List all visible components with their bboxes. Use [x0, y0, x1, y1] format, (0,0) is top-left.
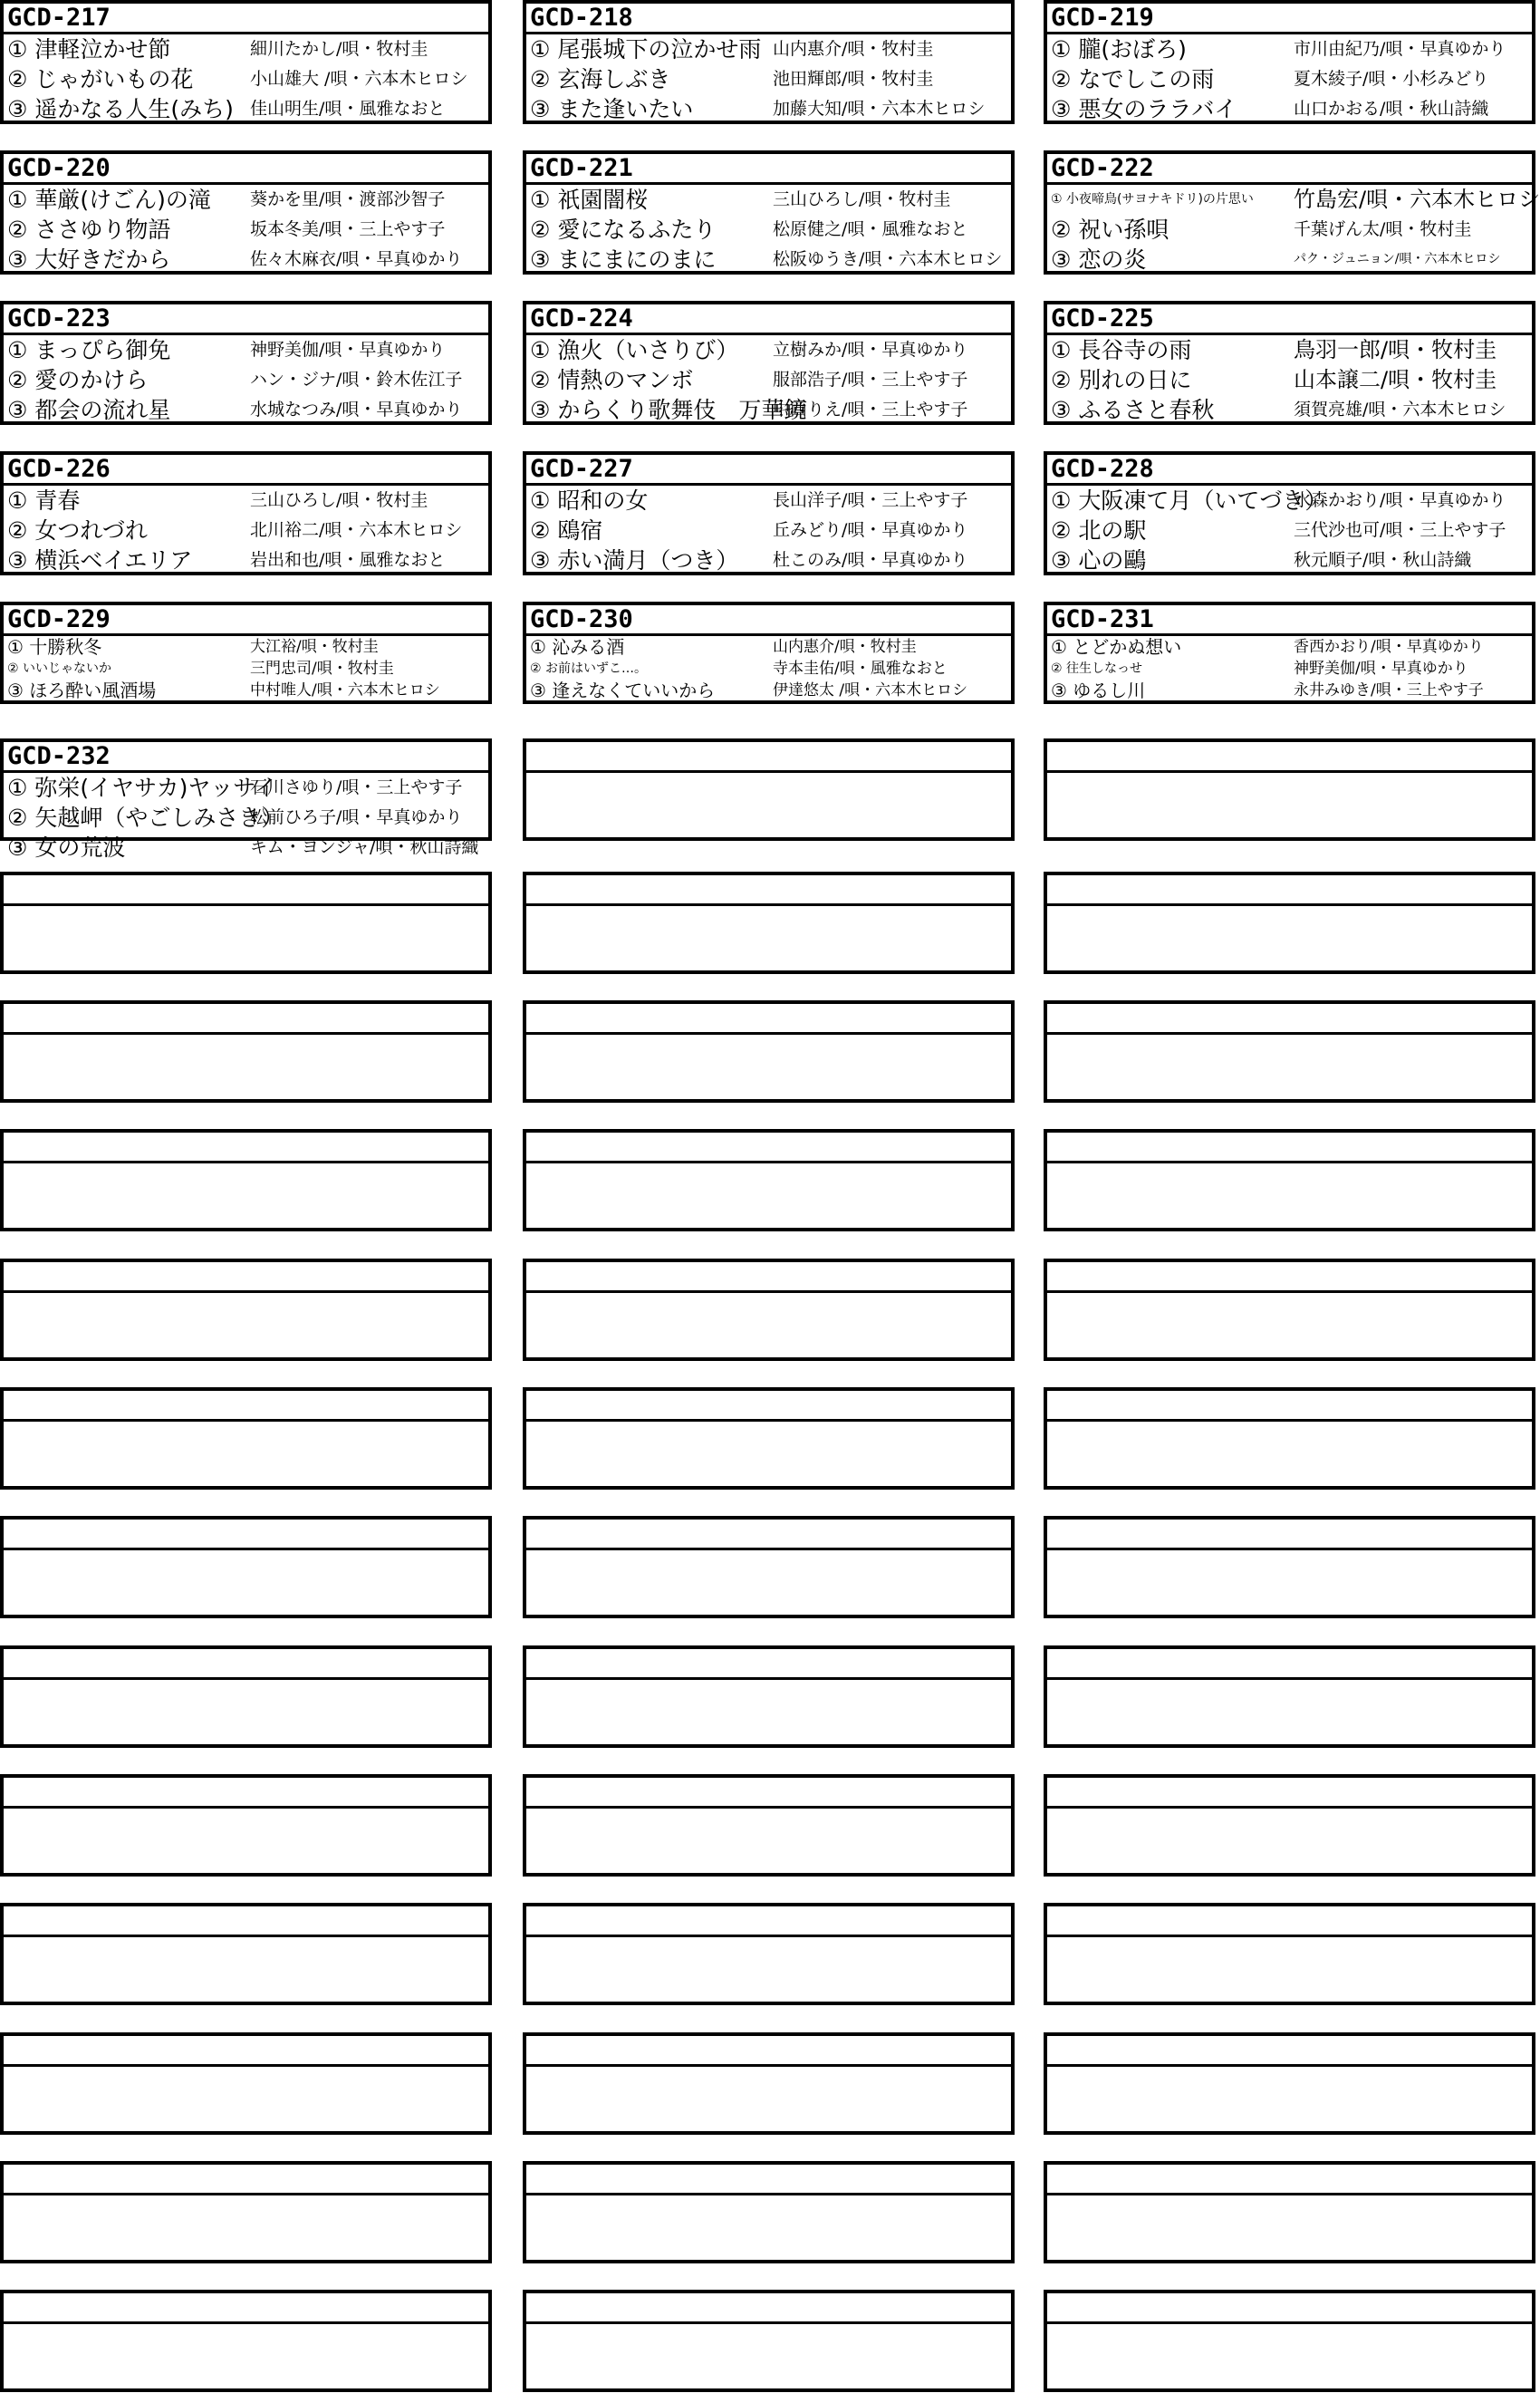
track-row: [526, 680, 1011, 701]
cd-label-card: [0, 301, 492, 425]
track-artist: 丘みどり/唄・早真ゆかり: [773, 520, 968, 540]
track-artist: 須賀亮雄/唄・六本木ヒロシ: [1294, 400, 1506, 420]
track-row: [526, 486, 1011, 516]
cd-catalog-number: GCD-219: [1047, 4, 1532, 34]
blank-label-card: [1044, 872, 1535, 974]
track-artist: 山口かおる/唄・秋山詩織: [1294, 99, 1489, 119]
track-row: [4, 773, 488, 803]
track-title: ① 津軽泣かせ節: [7, 36, 171, 63]
track-row: [4, 215, 488, 245]
blank-label-card: [523, 1774, 1015, 1877]
blank-label-header: [1047, 1906, 1532, 1937]
track-row: [4, 335, 488, 365]
track-title: ① 青春: [7, 487, 81, 514]
blank-label-header: [4, 1649, 488, 1680]
blank-label-header: [526, 1906, 1011, 1937]
track-row: [4, 395, 488, 425]
blank-label-header: [526, 1262, 1011, 1293]
blank-label-card: [1044, 1645, 1535, 1748]
track-row: [1047, 215, 1532, 245]
track-row: [4, 245, 488, 275]
track-row: [4, 636, 488, 658]
cd-catalog-number: GCD-227: [526, 455, 1011, 486]
blank-label-header: [1047, 1778, 1532, 1809]
track-artist: 北川裕二/唄・六本木ヒロシ: [250, 520, 463, 540]
track-title: ① 弥栄(イヤサカ)ヤッサイ: [7, 775, 277, 801]
blank-label-card: [523, 2032, 1015, 2135]
track-title: ② お前はいずこ…。: [530, 661, 648, 676]
track-title: ① 昭和の女: [530, 487, 649, 514]
track-artist: 神野美伽/唄・早真ゆかり: [250, 340, 446, 360]
track-title: ① 長谷寺の雨: [1051, 337, 1192, 363]
cd-catalog-number: GCD-217: [4, 4, 488, 34]
blank-label-header: [4, 2165, 488, 2195]
track-title: ③ 悪女のララバイ: [1051, 96, 1237, 122]
cd-label-card: [0, 0, 492, 124]
blank-label-card: [0, 1645, 492, 1748]
track-artist: 石川さゆり/唄・三上やす子: [250, 777, 463, 797]
blank-label-header: [1047, 1391, 1532, 1422]
cd-label-card: [0, 738, 492, 861]
track-row: [1047, 395, 1532, 425]
cd-catalog-number: GCD-218: [526, 4, 1011, 34]
blank-label-header: [526, 1520, 1011, 1550]
track-artist: 山内惠介/唄・牧村圭: [773, 39, 934, 59]
cd-catalog-number: GCD-225: [1047, 304, 1532, 335]
track-title: ③ 逢えなくていいから: [530, 680, 716, 701]
track-artist: 立樹みか/唄・早真ゆかり: [773, 340, 968, 360]
blank-label-card: [0, 2161, 492, 2263]
track-row: [1047, 658, 1532, 680]
track-title: ② 往生しなっせ: [1051, 661, 1143, 676]
track-artist: 水城なつみ/唄・早真ゆかり: [250, 400, 463, 420]
blank-label-header: [4, 1778, 488, 1809]
cd-catalog-number: GCD-220: [4, 154, 488, 185]
track-title: ③ 都会の流れ星: [7, 397, 171, 423]
track-artist: ハン・ジナ/唄・鈴木佐江子: [250, 370, 463, 390]
track-row: [4, 680, 488, 701]
track-artist: 三山ひろし/唄・牧村圭: [773, 189, 951, 209]
cd-label-card: [523, 451, 1015, 575]
blank-label-header: [1047, 742, 1532, 773]
track-title: ② ささゆり物語: [7, 217, 171, 243]
blank-label-header: [4, 1004, 488, 1035]
blank-label-header: [526, 2165, 1011, 2195]
track-artist: 三代沙也可/唄・三上やす子: [1294, 520, 1506, 540]
track-artist: 長山洋子/唄・三上やす子: [773, 490, 968, 510]
track-row: [4, 185, 488, 215]
track-row: [1047, 680, 1532, 701]
cd-catalog-number: GCD-222: [1047, 154, 1532, 185]
cd-label-card: [1044, 150, 1540, 275]
cd-catalog-number: GCD-228: [1047, 455, 1532, 486]
blank-label-card: [1044, 738, 1535, 841]
blank-label-card: [523, 1000, 1015, 1103]
blank-label-card: [523, 1903, 1015, 2005]
track-title: ③ 赤い満月（つき）: [530, 547, 739, 574]
blank-label-card: [1044, 1387, 1535, 1490]
blank-label-card: [523, 2290, 1015, 2392]
track-title: ③ からくり歌舞伎 万華鏡: [530, 397, 807, 423]
track-artist: 香西かおり/唄・早真ゆかり: [1294, 638, 1484, 656]
track-row: [4, 658, 488, 680]
blank-label-header: [4, 1391, 488, 1422]
blank-label-header: [4, 875, 488, 906]
blank-label-card: [523, 1387, 1015, 1490]
cd-catalog-number: GCD-223: [4, 304, 488, 335]
track-row: [1047, 64, 1532, 94]
track-artist: 山内惠介/唄・牧村圭: [773, 638, 917, 656]
track-title: ② 情熱のマンボ: [530, 367, 694, 393]
track-artist: 神野美伽/唄・早真ゆかり: [1294, 660, 1468, 678]
blank-label-card: [0, 1387, 492, 1490]
track-row: [526, 395, 1011, 425]
blank-label-header: [1047, 1649, 1532, 1680]
blank-label-card: [0, 1259, 492, 1361]
blank-label-header: [1047, 2293, 1532, 2324]
track-artist: 杜このみ/唄・早真ゆかり: [773, 550, 968, 570]
track-artist: キム・ヨンジャ/唄・秋山詩織: [250, 837, 479, 857]
blank-label-card: [0, 1774, 492, 1877]
track-artist: 市川由紀乃/唄・早真ゆかり: [1294, 39, 1506, 59]
blank-label-header: [1047, 1133, 1532, 1163]
track-row: [4, 34, 488, 64]
track-row: [1047, 365, 1532, 395]
track-row: [1047, 245, 1532, 275]
track-row: [1047, 516, 1532, 545]
blank-label-header: [526, 1649, 1011, 1680]
track-row: [526, 245, 1011, 275]
cd-catalog-number: GCD-226: [4, 455, 488, 486]
cd-label-card: [0, 451, 492, 575]
track-title: ③ 遥かなる人生(みち): [7, 96, 234, 122]
track-row: [526, 516, 1011, 545]
track-row: [1047, 335, 1532, 365]
track-title: ③ 大好きだから: [7, 246, 171, 273]
track-title: ① 大阪凍て月（いてづき）: [1051, 487, 1328, 514]
track-artist: 葵かを里/唄・渡部沙智子: [250, 189, 446, 209]
track-artist: 岩出和也/唄・風雅なおと: [250, 550, 446, 570]
blank-label-card: [1044, 2161, 1535, 2263]
blank-label-card: [523, 872, 1015, 974]
cd-catalog-number: GCD-231: [1047, 605, 1532, 636]
track-row: [526, 185, 1011, 215]
blank-label-card: [523, 2161, 1015, 2263]
track-artist: 中西りえ/唄・三上やす子: [773, 400, 968, 420]
track-row: [1047, 545, 1532, 575]
track-artist: 坂本冬美/唄・三上やす子: [250, 219, 446, 239]
blank-label-header: [4, 1906, 488, 1937]
track-title: ③ まにまにのまに: [530, 246, 717, 273]
track-artist: 細川たかし/唄・牧村圭: [250, 39, 428, 59]
blank-label-header: [526, 875, 1011, 906]
track-title: ① 沁みる酒: [530, 636, 625, 658]
track-row: [1047, 34, 1532, 64]
track-row: [4, 94, 488, 124]
track-title: ② 愛になるふたり: [530, 217, 717, 243]
track-title: ① 朧(おぼろ): [1051, 36, 1187, 63]
track-title: ③ 女の荒波: [7, 835, 126, 861]
blank-label-card: [523, 1129, 1015, 1231]
cd-catalog-number: GCD-230: [526, 605, 1011, 636]
blank-label-card: [1044, 2032, 1535, 2135]
track-artist: 佐々木麻衣/唄・早真ゆかり: [250, 249, 463, 269]
track-artist: 服部浩子/唄・三上やす子: [773, 370, 968, 390]
cd-label-card: [523, 0, 1015, 124]
track-row: [526, 64, 1011, 94]
blank-label-card: [523, 738, 1015, 841]
blank-label-header: [526, 1133, 1011, 1163]
track-title: ① 漁火（いさりび）: [530, 337, 739, 363]
track-row: [1047, 486, 1532, 516]
track-artist: 竹島宏/唄・六本木ヒロシ: [1294, 187, 1540, 212]
track-row: [526, 658, 1011, 680]
cd-label-card: [0, 602, 492, 704]
blank-label-header: [526, 1778, 1011, 1809]
blank-label-header: [526, 1391, 1011, 1422]
track-artist: 寺本圭佑/唄・風雅なおと: [773, 660, 948, 678]
track-title: ② 愛のかけら: [7, 367, 149, 393]
track-artist: 三門忠司/唄・牧村圭: [250, 660, 394, 678]
track-title: ② いいじゃないか: [7, 661, 112, 676]
track-artist: 三山ひろし/唄・牧村圭: [250, 490, 428, 510]
track-row: [526, 636, 1011, 658]
blank-label-card: [0, 1000, 492, 1103]
track-artist: 松原健之/唄・風雅なおと: [773, 219, 968, 239]
track-title: ③ ゆるし川: [1051, 680, 1146, 701]
track-title: ② 鴎宿: [530, 517, 603, 544]
blank-label-card: [1044, 1774, 1535, 1877]
track-title: ① 小夜啼鳥(サヨナキドリ)の片思い: [1051, 192, 1254, 207]
cd-label-card: [1044, 301, 1535, 425]
blank-label-header: [4, 2036, 488, 2067]
track-row: [4, 833, 488, 863]
track-row: [1047, 94, 1532, 124]
track-row: [1047, 185, 1540, 215]
track-title: ② なでしこの雨: [1051, 66, 1215, 92]
track-title: ③ 恋の炎: [1051, 246, 1147, 273]
track-title: ③ また逢いたい: [530, 96, 694, 122]
blank-label-card: [0, 1903, 492, 2005]
track-title: ① 華厳(けごん)の滝: [7, 187, 211, 213]
cd-label-card: [0, 150, 492, 275]
cd-label-card: [523, 602, 1015, 704]
track-artist: 鳥羽一郎/唄・牧村圭: [1294, 337, 1497, 362]
track-row: [526, 94, 1011, 124]
blank-label-header: [4, 1262, 488, 1293]
track-row: [4, 803, 488, 833]
blank-label-header: [526, 742, 1011, 773]
track-row: [526, 545, 1011, 575]
track-artist: 松前ひろ子/唄・早真ゆかり: [250, 807, 463, 827]
track-artist: 夏木綾子/唄・小杉みどり: [1294, 69, 1489, 89]
cd-catalog-number: GCD-224: [526, 304, 1011, 335]
track-artist: 永井みゆき/唄・三上やす子: [1294, 681, 1484, 700]
blank-label-header: [526, 1004, 1011, 1035]
track-title: ③ ふるさと春秋: [1051, 397, 1215, 423]
cd-catalog-number: GCD-229: [4, 605, 488, 636]
blank-label-card: [1044, 1259, 1535, 1361]
cd-label-card: [1044, 602, 1535, 704]
track-artist: 大江裕/唄・牧村圭: [250, 638, 379, 656]
track-title: ③ 横浜ベイエリア: [7, 547, 193, 574]
blank-label-header: [1047, 2165, 1532, 2195]
track-artist: 池田輝郎/唄・牧村圭: [773, 69, 934, 89]
track-title: ② 祝い孫唄: [1051, 217, 1169, 243]
cd-label-card: [523, 150, 1015, 275]
track-artist: 佳山明生/唄・風雅なおと: [250, 99, 446, 119]
track-row: [4, 486, 488, 516]
blank-label-card: [523, 1516, 1015, 1618]
cd-catalog-number: GCD-232: [4, 742, 488, 773]
track-row: [526, 365, 1011, 395]
track-artist: 千葉げん太/唄・牧村圭: [1294, 219, 1472, 239]
cd-label-card: [1044, 451, 1535, 575]
track-title: ① 尾張城下の泣かせ雨: [530, 36, 762, 63]
blank-label-header: [4, 2293, 488, 2324]
track-artist: 山本譲二/唄・牧村圭: [1294, 367, 1497, 392]
track-title: ① まっぴら御免: [7, 337, 171, 363]
track-artist: 秋元順子/唄・秋山詩織: [1294, 550, 1472, 570]
track-title: ③ 心の鷗: [1051, 547, 1147, 574]
track-artist: 加藤大知/唄・六本木ヒロシ: [773, 99, 986, 119]
blank-label-card: [0, 872, 492, 974]
blank-label-header: [1047, 875, 1532, 906]
blank-label-card: [523, 1259, 1015, 1361]
blank-label-card: [0, 1129, 492, 1231]
track-row: [526, 215, 1011, 245]
track-title: ② 別れの日に: [1051, 367, 1192, 393]
track-row: [4, 64, 488, 94]
blank-label-card: [1044, 1000, 1535, 1103]
blank-label-card: [523, 1645, 1015, 1748]
blank-label-card: [0, 2290, 492, 2392]
track-artist: 水森かおり/唄・早真ゆかり: [1294, 490, 1506, 510]
track-row: [4, 545, 488, 575]
blank-label-header: [1047, 1004, 1532, 1035]
track-row: [526, 335, 1011, 365]
track-title: ③ ほろ酔い風酒場: [7, 680, 157, 701]
blank-label-card: [0, 1516, 492, 1618]
blank-label-header: [4, 1133, 488, 1163]
track-artist: 松阪ゆうき/唄・六本木ヒロシ: [773, 249, 1003, 269]
blank-label-header: [526, 2293, 1011, 2324]
track-title: ② 矢越岬（やごしみさき）: [7, 805, 284, 831]
blank-label-header: [1047, 2036, 1532, 2067]
track-row: [526, 34, 1011, 64]
blank-label-card: [1044, 1516, 1535, 1618]
track-artist: 伊達悠太 /唄・六本木ヒロシ: [773, 681, 968, 700]
track-artist: 中村唯人/唄・六本木ヒロシ: [250, 681, 440, 700]
track-row: [4, 365, 488, 395]
track-title: ① 十勝秋冬: [7, 636, 102, 658]
track-title: ② じゃがいもの花: [7, 66, 194, 92]
blank-label-header: [1047, 1262, 1532, 1293]
track-artist: 小山雄大 /唄・六本木ヒロシ: [250, 69, 468, 89]
track-title: ② 女つれづれ: [7, 517, 148, 544]
blank-label-card: [1044, 1129, 1535, 1231]
track-title: ② 玄海しぶき: [530, 66, 671, 92]
blank-label-header: [1047, 1520, 1532, 1550]
blank-label-card: [0, 2032, 492, 2135]
cd-label-card: [523, 301, 1015, 425]
track-row: [4, 516, 488, 545]
blank-label-header: [4, 1520, 488, 1550]
track-artist: パク・ジュニョン/唄・六本木ヒロシ: [1294, 252, 1501, 266]
blank-label-card: [1044, 2290, 1535, 2392]
track-title: ① 祇園闇桜: [530, 187, 649, 213]
track-row: [1047, 636, 1532, 658]
cd-label-card: [1044, 0, 1535, 124]
blank-label-card: [1044, 1903, 1535, 2005]
track-title: ② 北の駅: [1051, 517, 1147, 544]
cd-catalog-number: GCD-221: [526, 154, 1011, 185]
track-title: ① とどかぬ想い: [1051, 636, 1182, 658]
blank-label-header: [526, 2036, 1011, 2067]
